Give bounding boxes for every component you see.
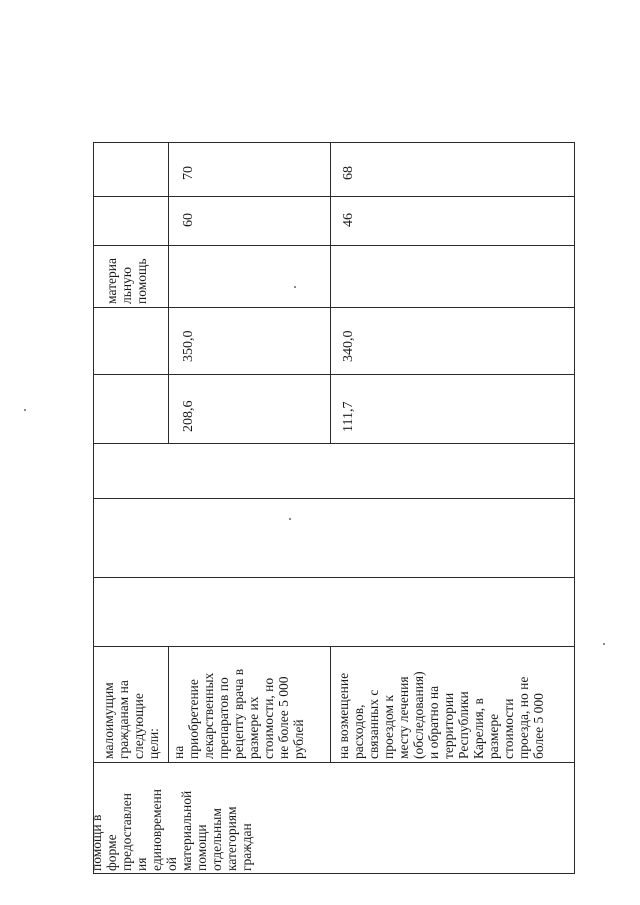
- row-divider: [330, 142, 331, 444]
- cell-unit-label: материа льную помощь: [104, 258, 149, 304]
- scan-speck: [603, 643, 605, 645]
- column-divider: [93, 443, 575, 444]
- scan-speck: [294, 286, 296, 288]
- cell-purpose-header: малоимущим гражданам на следующие цели:: [101, 680, 161, 759]
- column-divider: [93, 577, 575, 578]
- row-divider: [168, 142, 169, 444]
- cell-purpose-medicines: на приобретение лекарственных препаратов по рецепту врача в размере их стоимости, но не более 5 000 рублей: [171, 668, 306, 759]
- cell-value-4: 70: [181, 166, 196, 180]
- column-divider: [93, 307, 575, 308]
- cell-value-1: 111,7: [341, 401, 356, 432]
- table-border-bottom: [93, 873, 575, 874]
- cell-value-4: 68: [341, 166, 356, 180]
- scan-speck: [24, 409, 26, 411]
- scan-speck: [289, 518, 291, 520]
- cell-value-2: 350,0: [181, 330, 196, 362]
- cell-value-3: 60: [181, 213, 196, 227]
- cell-value-2: 340,0: [341, 330, 356, 362]
- column-divider: [93, 374, 575, 375]
- row-divider: [168, 646, 169, 762]
- column-divider: [93, 196, 575, 197]
- cell-value-1: 208,6: [181, 400, 196, 432]
- column-divider: [93, 498, 575, 499]
- cell-value-3: 46: [341, 213, 356, 227]
- table-border-top: [93, 142, 575, 143]
- row-divider: [330, 646, 331, 762]
- table-border-right: [574, 142, 575, 874]
- cell-purpose-travel: на возмещение расходов, связанных с проездом к месту лечения (обследования) и обратно на территории Республики Карелия, в размере стоимости проезда, но не более 5 000: [336, 671, 546, 759]
- column-divider: [93, 245, 575, 246]
- cell-assistance-type: помощи в форме предоставлен ия единовременн ой материальной помощи отдельным категориям граждан: [89, 789, 254, 871]
